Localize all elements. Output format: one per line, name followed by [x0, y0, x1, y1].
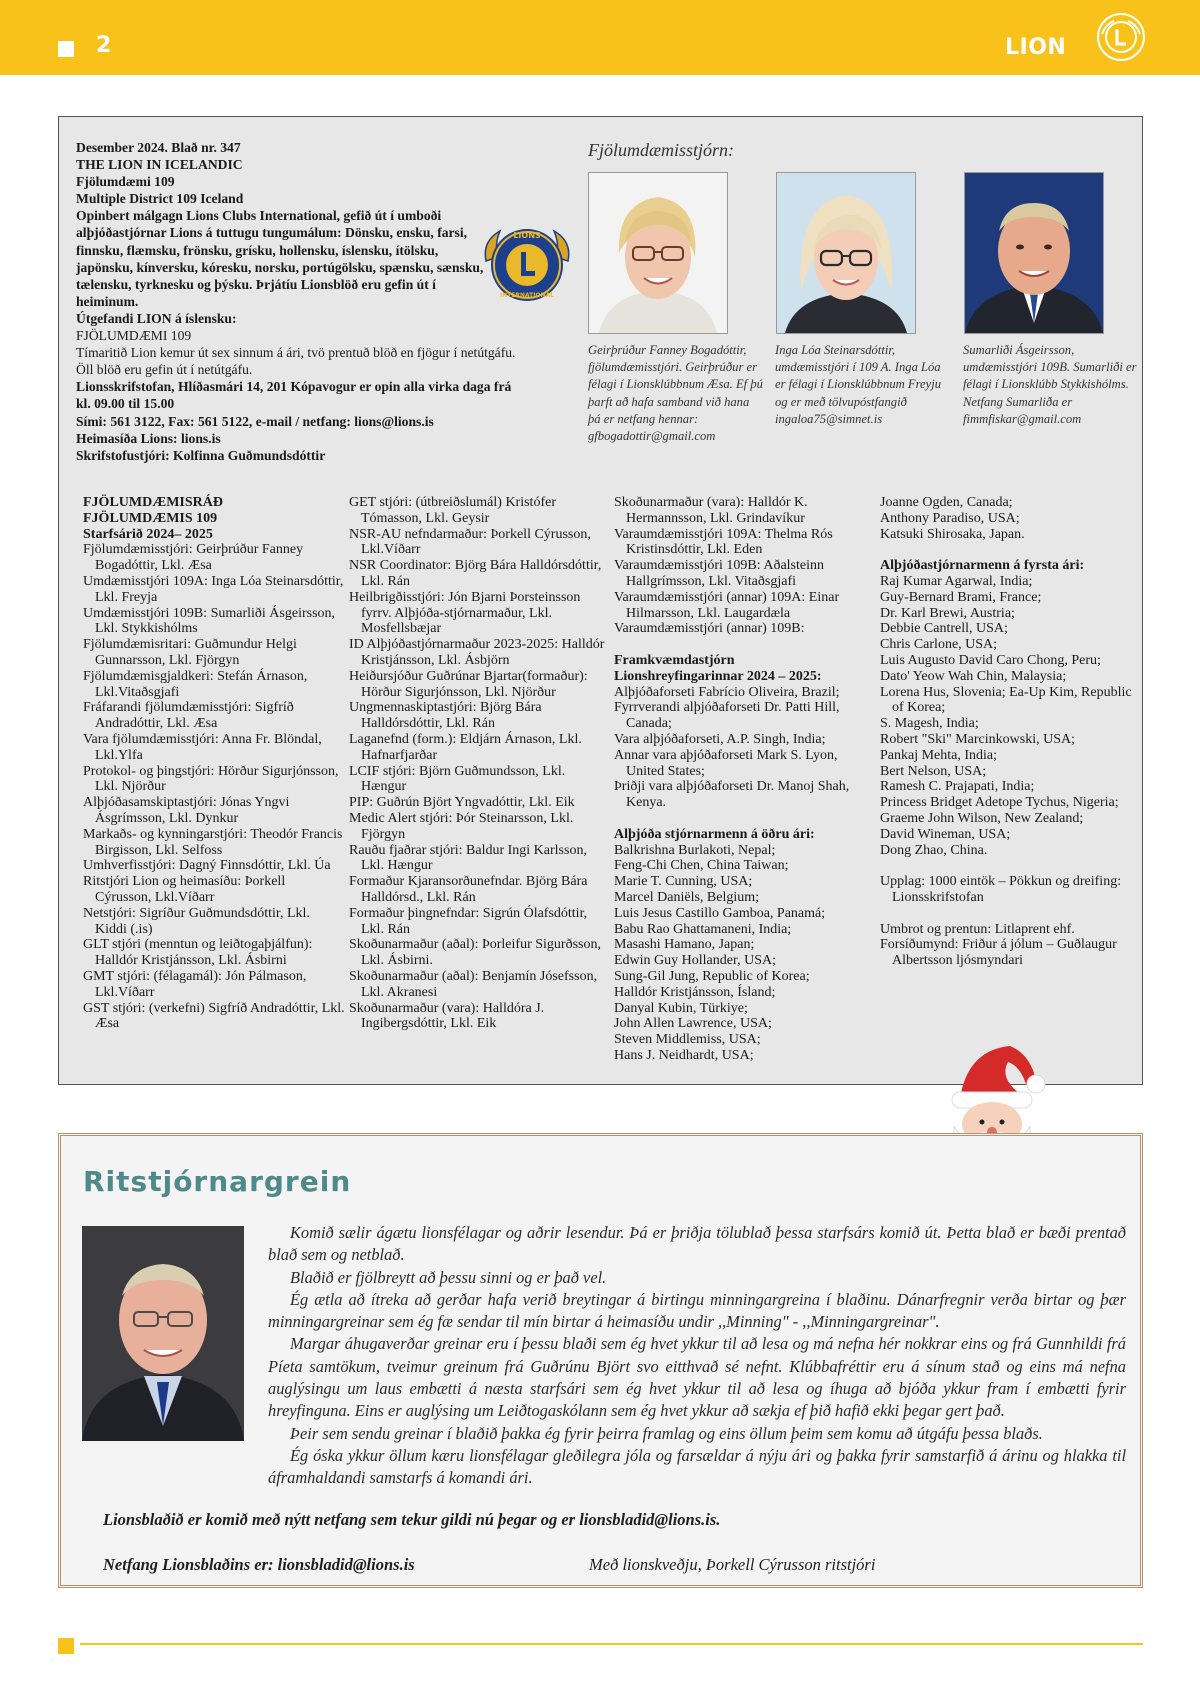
lions-international-logo-icon [480, 223, 574, 307]
council-entry: NSR Coordinator: Björg Bára Halldórsdóttir, Lkl. Rán [349, 558, 602, 589]
council-entry: NSR-AU nefndarmaður: Þorkell Cýrusson, Lkl.Víðarr [349, 526, 591, 558]
imprint-line: Fjölumdæmi 109 [76, 174, 175, 190]
council-entry: Katsuki Shirosaka, Japan. [880, 526, 1025, 542]
governor-caption: Geirþrúður Fanney Bogadóttir, fjölumdæmisstjóri. Geirþrúður er félagi í Lionsklúbbnum Æsa. Ef þú þarft að hafa samband við hana þá er netfang hennar: gfbogadottir@gmail.com [588, 343, 763, 444]
council-entry: PIP: Guðrún Björt Yngvadóttir, Lkl. Eik [349, 795, 575, 811]
council-entry: Formaður Kjaransorðunefndar. Björg Bára Halldórsd., Lkl. Rán [349, 874, 588, 905]
council-entry: Laganefnd (form.): Eldjárn Árnason, Lkl. Hafnarfjarðar [349, 731, 582, 763]
spacer [880, 542, 1142, 558]
email-notice: Lionsblaðið er komið með nýtt netfang sem tekur gildi nú þegar og er lionsbladid@lions.is. [103, 1510, 721, 1529]
editorial-body [268, 1222, 1126, 1490]
council-entry: Fjölumdæmisgjaldkeri: Stefán Árnason, Lkl.Vitaðsgjafi [83, 668, 308, 700]
council-entry: Anthony Paradiso, USA; [880, 510, 1020, 526]
council-entry: Guy-Bernard Brami, France; [880, 589, 1042, 605]
editorial-paragraph: Blaðið er fjölbreytt að þessu sinni og er það vel. [290, 1267, 607, 1287]
council-entry: Edwin Guy Hollander, USA; [614, 953, 776, 969]
editorial-title: Ritstjórnargrein [83, 1165, 352, 1198]
council-entry: Umbrot og prentun: Litlaprent ehf. [880, 921, 1075, 937]
council-heading: Alþjóðastjórnarmenn á fyrsta ári: [880, 558, 1085, 574]
editorial-paragraph: Ég óska ykkur öllum kæru lionsfélagar gleðilegra jóla og farsældar á nýju ári og þakka fyrir samstarfið á árinu og hlakka til áframhaldandi samstarfs á komandi ári. [268, 1445, 1126, 1488]
council-entry: Halldór Kristjánsson, Ísland; [614, 984, 776, 1000]
governor-photo [964, 172, 1104, 334]
council-entry: Skoðunarmaður (vara): Halldór K. Hermannsson, Lkl. Grindavíkur [614, 495, 808, 526]
council-entry: Varaumdæmisstjóri (annar) 109B: [614, 621, 805, 637]
council-entry: Protokol- og þingstjóri: Hörður Sigurjónsson, Lkl. Njörður [83, 763, 339, 795]
council-entry: Graeme John Wilson, New Zealand; [880, 810, 1084, 826]
page-marker-square [58, 41, 74, 57]
page-number: 2 [96, 33, 112, 58]
footer-rule [80, 1643, 1143, 1645]
council-entry: Joanne Ogden, Canada; [880, 495, 1013, 510]
magazine-name: LION [1005, 35, 1067, 60]
council-entry: Rauðu fjaðrar stjóri: Baldur Ingi Karlsson, Lkl. Hængur [349, 842, 587, 874]
imprint-line: Lionsskrifstofan, Hlíðasmári 14, 201 Kópavogur er opin alla virka daga frá kl. 09.00 til 15.00 [76, 379, 512, 412]
spacer [614, 811, 876, 827]
council-entry: Alþjóðasamskiptastjóri: Jónas Yngvi Ásgrímsson, Lkl. Dynkur [83, 795, 290, 826]
governors-heading: Fjölumdæmisstjórn: [588, 140, 735, 160]
council-entry: Chris Carlone, USA; [880, 637, 998, 653]
council-entry: Dato' Yeow Wah Chin, Malaysia; [880, 668, 1067, 684]
imprint-line: Multiple District 109 Iceland [76, 191, 244, 207]
council-column-4 [880, 495, 1142, 969]
council-entry: Vara fjölumdæmisstjóri: Anna Fr. Blöndal, Lkl.Ylfa [83, 731, 322, 763]
spacer [614, 637, 876, 653]
imprint-line: Útgefandi LION á íslensku: [76, 310, 237, 326]
council-heading: Lionshreyfingarinnar 2024 – 2025: [614, 668, 822, 684]
imprint [76, 139, 521, 464]
council-entry: Vara alþjóðaforseti, A.P. Singh, India; [614, 731, 826, 747]
council-column-1 [83, 495, 345, 1032]
council-entry: GST stjóri: (verkefni) Sigfríð Andradóttir, Lkl. Æsa [83, 1000, 345, 1032]
council-entry: Fyrrverandi alþjóðaforseti Dr. Patti Hill, Canada; [614, 700, 840, 732]
council-entry: Varaumdæmisstjóri (annar) 109A: Einar Hilmarsson, Lkl. Laugardæla [614, 589, 840, 621]
council-entry: Bert Nelson, USA; [880, 763, 987, 779]
council-heading: FJÖLUMDÆMISRÁÐ [83, 495, 223, 510]
governor-caption: Sumarliði Ásgeirsson, umdæmisstjóri 109B. Sumarliði er félagi í Lionsklúbb Stykkishólms. Netfang Sumarliða er fimmfiskar@gmail.com [963, 343, 1137, 426]
council-entry: Medic Alert stjóri: Þór Steinarsson, Lkl. Fjörgyn [349, 810, 574, 842]
imprint-line: Opinbert málgagn Lions Clubs International, gefið út í umboði alþjóðastjórnar Lions á tuttugu tungumálum: Dönsku, ensku, farsi, finnsku, flæmsku, frönsku, grísku, hollensku, íslensku, ítölsku, japönsku, kínversku, kóresku, norsku, portúgölsku, spænsku, sænsku, tælensku, tyrknesku og þýsku. Þrjátíu Lionsblöð eru gefin út í heiminum. [76, 208, 484, 309]
editor-photo [82, 1226, 244, 1441]
council-entry: LCIF stjóri: Björn Guðmundsson, Lkl. Hængur [349, 763, 566, 795]
editorial-paragraph: Margar áhugaverðar greinar eru í þessu blaði sem ég hvet ykkur til að lesa og má nefna hér nokkrar eins og frá Gunnhildi frá Píeta samtökum, tveimur greinum frá Guðrúnu Björt svo eitthvað sé nefnt. Klúbbafréttir eru á sínum stað og eins má nefna auglýsingu um laus embætti á næsta starfsári sem ég hvet ykkur til að lesa og íhuga að bjóða ykkur fram í embætti fyrir hreyfinguna. Eins er auglýsing um Leiðtogaskólann sem ég hvet ykkur að sækja ef þið hafið ekki þegar gert það. [268, 1334, 1126, 1421]
council-entry: Pankaj Mehta, India; [880, 747, 998, 763]
council-entry: Babu Rao Ghattamaneni, India; [614, 921, 792, 937]
council-entry: Ramesh C. Prajapati, India; [880, 779, 1035, 795]
council-column-3 [614, 495, 876, 1064]
council-entry: Raj Kumar Agarwal, India; [880, 573, 1033, 589]
imprint-line: Desember 2024. Blað nr. 347 [76, 140, 241, 155]
email-line: Netfang Lionsblaðins er: lionsbladid@lions.is [103, 1555, 415, 1574]
imprint-line: Skrifstofustjóri: Kolfinna Guðmundsdóttir [76, 447, 326, 463]
council-entry: Umdæmisstjóri 109B: Sumarliði Ásgeirsson, Lkl. Stykkishólms [83, 605, 336, 637]
council-entry: GLT stjóri (menntun og leiðtogaþjálfun): Halldór Kristjánsson, Lkl. Ásbirni [83, 937, 313, 969]
editor-signature: Með lionskveðju, Þorkell Cýrusson ritstjóri [589, 1555, 876, 1574]
council-column-2 [349, 495, 611, 1032]
footer-marker-square [58, 1638, 74, 1654]
council-entry: Balkrishna Burlakoti, Nepal; [614, 842, 776, 858]
council-entry: Debbie Cantrell, USA; [880, 621, 1008, 637]
council-entry: Feng-Chi Chen, China Taiwan; [614, 858, 789, 874]
council-entry: Lorena Hus, Slovenia; Ea-Up Kim, Republic of Korea; [880, 684, 1132, 716]
council-entry: Formaður þingnefndar: Sigrún Ólafsdóttir, Lkl. Rán [349, 905, 588, 937]
council-heading: Starfsárið 2024– 2025 [83, 526, 213, 542]
council-entry: GMT stjóri: (félagamál): Jón Pálmason, Lkl.Víðarr [83, 968, 307, 1000]
council-entry: Ungmennaskiptastjóri: Björg Bára Halldórsdóttir, Lkl. Rán [349, 700, 542, 732]
portrait-man-1 [965, 173, 1103, 333]
council-entry: Princess Bridget Adetope Tychus, Nigeria; [880, 795, 1119, 811]
portrait-woman-1 [589, 173, 727, 333]
imprint-line: THE LION IN ICELANDIC [76, 157, 243, 173]
council-entry: Markaðs- og kynningarstjóri: Theodór Francis Birgisson, Lkl. Selfoss [83, 826, 343, 858]
portrait-woman-2 [777, 173, 915, 333]
council-entry: Luis Augusto David Caro Chong, Peru; [880, 652, 1101, 668]
council-entry: Danyal Kubin, Türkiye; [614, 1000, 748, 1016]
governor-photo [588, 172, 728, 334]
portrait-editor [82, 1226, 244, 1441]
council-entry: Marcel Daniëls, Belgium; [614, 889, 760, 905]
imprint-line: FJÖLUMDÆMI 109 [76, 328, 192, 344]
council-entry: Annar vara aþjóðaforseti Mark S. Lyon, United States; [614, 747, 838, 779]
council-entry: Steven Middlemiss, USA; [614, 1032, 761, 1048]
council-entry: David Wineman, USA; [880, 826, 1011, 842]
council-entry: Þriðji vara alþjóðaforseti Dr. Manoj Shah, Kenya. [614, 779, 850, 811]
council-entry: Robert "Ski" Marcinkowski, USA; [880, 731, 1075, 747]
governor-caption: Inga Lóa Steinarsdóttir, umdæmisstjóri í 109 A. Inga Lóa er félagi í Lionsklúbbnum Freyju og er með tölvupóstfangið ingaloa75@simnet.is [775, 343, 942, 426]
council-entry: Marie T. Cunning, USA; [614, 874, 753, 890]
council-heading: Framkvæmdastjórn [614, 652, 735, 668]
council-entry: Varaumdæmisstjóri 109B: Aðalsteinn Hallgrímsson, Lkl. Vitaðsgjafi [614, 558, 824, 589]
council-entry: Netstjóri: Sigríður Guðmundsdóttir, Lkl. Kiddi (.is) [83, 905, 310, 937]
editorial-paragraph: Þeir sem sendu greinar í blaðið þakka ég fyrir þeirra framlag og eins öllum þeim sem komu að útgáfu þessa blaðs. [290, 1423, 1043, 1443]
council-entry: John Allen Lawrence, USA; [614, 1016, 772, 1032]
spacer [880, 906, 1142, 922]
council-entry: Upplag: 1000 eintök – Pökkun og dreifing: Lionsskrifstofan [880, 874, 1122, 905]
editorial-paragraph: Ég ætla að ítreka að gerðar hafa verið breytingar á birtingu minningargreina í blaðinu. Dánarfregnir verða birtar og þær minningargreinar sem ég fæ sendar til mín birtar á heimasíðu undir ,,Minning" - ,,Minningargreinar". [268, 1289, 1126, 1332]
council-entry: Skoðunarmaður (aðal): Þorleifur Sigurðsson, Lkl. Ásbirni. [349, 937, 601, 969]
council-entry: Fráfarandi fjölumdæmisstjóri: Sigfríð Andradóttir, Lkl. Æsa [83, 700, 294, 732]
council-entry: S. Magesh, India; [880, 716, 979, 732]
council-entry: Fjölumdæmisritari: Guðmundur Helgi Gunnarsson, Lkl. Fjörgyn [83, 637, 297, 668]
council-entry: ID Alþjóðastjórnarmaður 2023-2025: Halldór Kristjánsson, Lkl. Ásbjörn [349, 637, 605, 668]
lions-emblem-icon [1096, 12, 1146, 62]
svg-text:LIONS: LIONS [513, 231, 541, 240]
council-heading: FJÖLUMDÆMIS 109 [83, 510, 218, 526]
imprint-line: Tímaritið Lion kemur út sex sinnum á ári, tvö prentuð blöð en fjögur í netútgáfu. Öll blöð eru gefin út í netútgáfu. [76, 345, 516, 378]
council-entry: Masashi Hamano, Japan; [614, 937, 755, 953]
council-entry: Fjölumdæmisstjóri: Geirþrúður Fanney Bogadóttir, Lkl. Æsa [83, 542, 304, 574]
council-entry: Skoðunarmaður (vara): Halldóra J. Ingibergsdóttir, Lkl. Eik [349, 1000, 545, 1032]
council-heading: Alþjóða stjórnarmenn á öðru ári: [614, 826, 815, 842]
council-entry: Skoðunarmaður (aðal): Benjamín Jósefsson, Lkl. Akranesi [349, 968, 598, 1000]
council-entry: Hans J. Neidhardt, USA; [614, 1047, 754, 1063]
council-entry: Heilbrigðisstjóri: Jón Bjarni Þorsteinsson fyrrv. Alþjóða-stjórnarmaður, Lkl. Mosfellsbæjar [349, 589, 581, 637]
governor-photo [776, 172, 916, 334]
page-header [0, 0, 1200, 75]
editorial-paragraph: Komið sælir ágætu lionsfélagar og aðrir lesendur. Þá er þriðja tölublað þessa starfsárs komið út. Þetta blað er bæði prentað blað sem og netblað. [268, 1223, 1126, 1265]
svg-text:INTERNATIONAL: INTERNATIONAL [499, 292, 555, 299]
council-entry: Umhverfisstjóri: Dagný Finnsdóttir, Lkl. Úa [83, 858, 331, 874]
imprint-line: Heimasíða Lions: lions.is [76, 430, 221, 446]
council-entry: Alþjóðaforseti Fabrício Oliveira, Brazil; [614, 684, 840, 700]
council-entry: Dong Zhao, China. [880, 842, 988, 858]
council-entry: GET stjóri: (útbreiðslumál) Kristófer Tómasson, Lkl. Geysir [349, 495, 556, 526]
council-entry: Umdæmisstjóri 109A: Inga Lóa Steinarsdóttir, Lkl. Freyja [83, 573, 344, 605]
council-entry: Varaumdæmisstjóri 109A: Thelma Rós Kristinsdóttir, Lkl. Eden [614, 526, 833, 558]
council-entry: Dr. Karl Brewi, Austria; [880, 605, 1015, 621]
council-entry: Luis Jesus Castillo Gamboa, Panamá; [614, 905, 826, 921]
council-entry: Forsíðumynd: Friður á jólum – Guðlaugur Albertsson ljósmyndari [880, 937, 1117, 969]
council-entry: Ritstjóri Lion og heimasíðu: Þorkell Cýrusson, Lkl.Víðarr [83, 874, 286, 905]
council-entry: Sung-Gil Jung, Republic of Korea; [614, 968, 810, 984]
imprint-line: Sími: 561 3122, Fax: 561 5122, e-mail / netfang: lions@lions.is [76, 413, 434, 429]
spacer [880, 858, 1142, 874]
council-entry: Heiðursjóður Guðrúnar Bjartar(formaður): Hörður Sigurjónsson, Lkl. Njörður [349, 668, 588, 700]
